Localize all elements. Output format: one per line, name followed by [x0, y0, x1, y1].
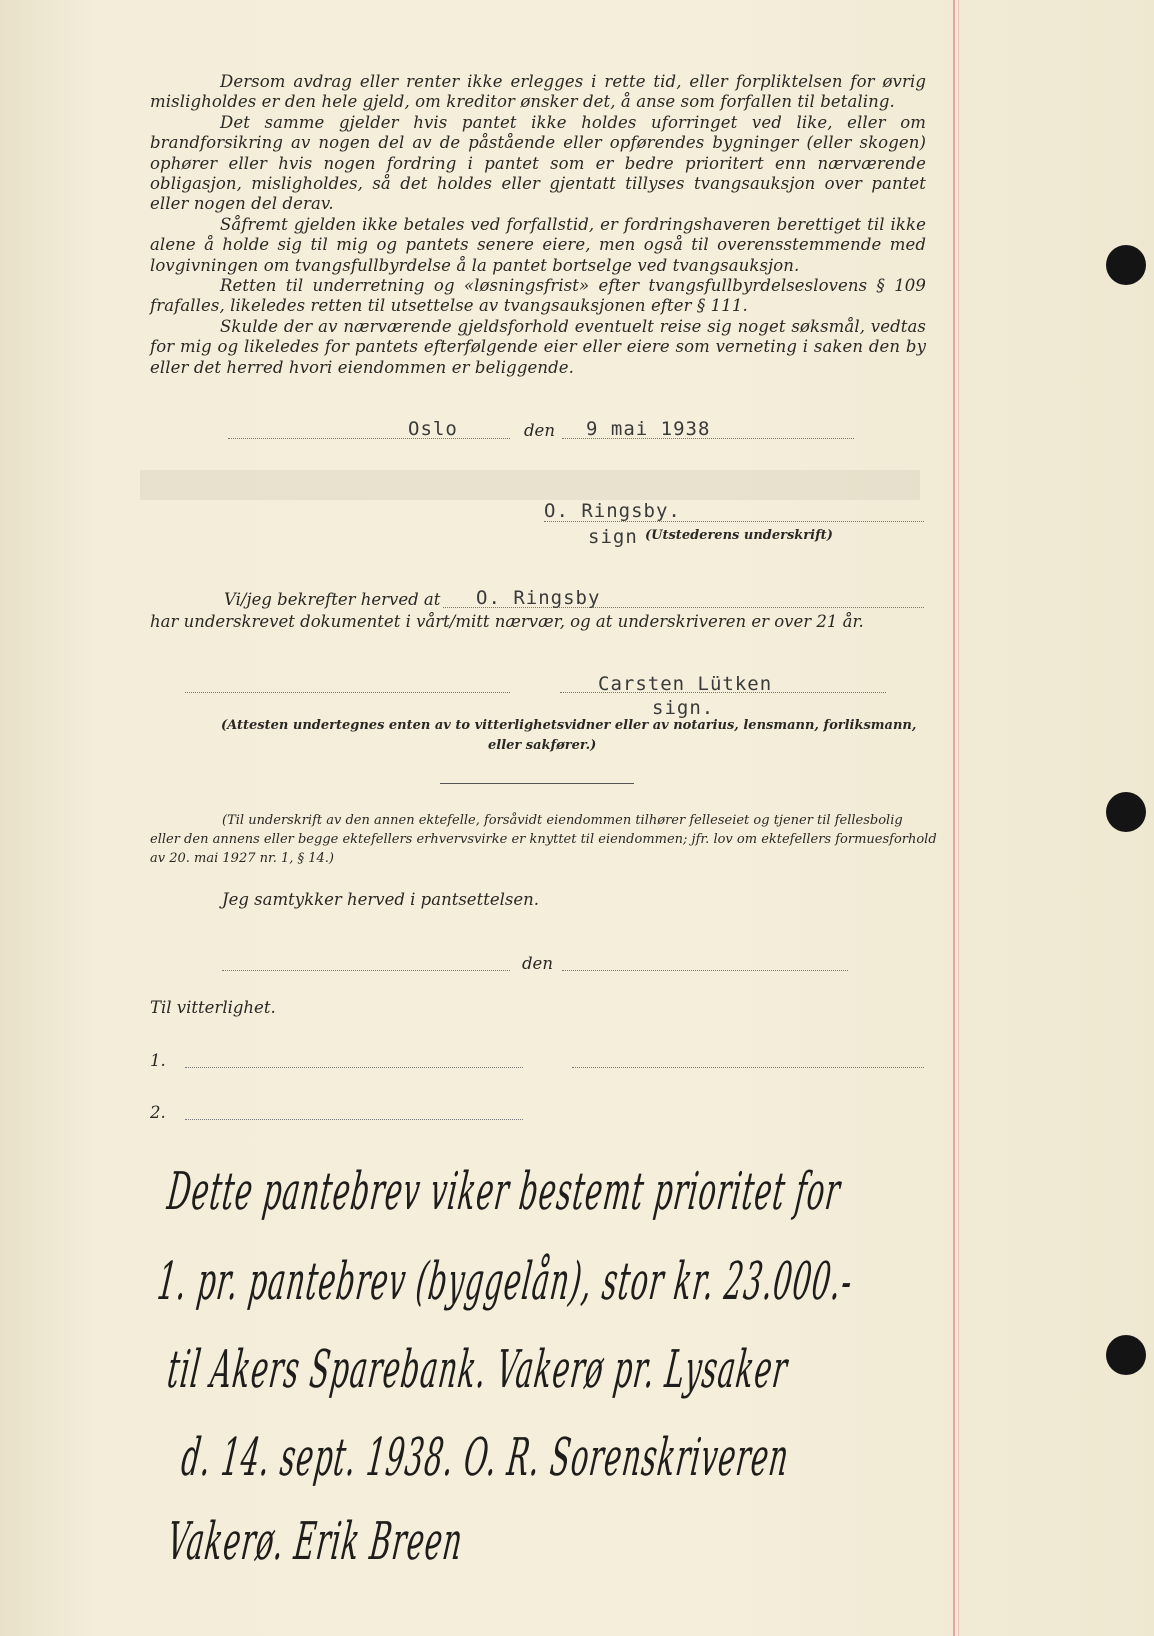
issuer-caption: (Utstederens underskrift) [645, 528, 833, 543]
handwriting-line-1: Dette pantebrev viker bestemt prioritet for [164, 1162, 845, 1222]
consent-den-label: den [522, 954, 553, 973]
issuer-signature: O. Ringsby. [544, 500, 681, 522]
margin-rule [953, 0, 955, 1636]
witness-signature: Carsten Lütken [598, 673, 773, 695]
witness-1-right-dotline [572, 1067, 924, 1068]
binder-hole-middle [1106, 792, 1146, 832]
attest-note-line1: (Attesten undertegnes enten av to vitterlighetsvidner eller av notarius, lensmann, forliksmann, [221, 718, 917, 733]
witness-1-left-dotline [185, 1067, 523, 1068]
witness-left-dotline [185, 692, 510, 693]
binder-hole-top [1106, 245, 1146, 285]
spouse-note-line2: eller den annens eller begge ektefellers erhvervsvirke er knyttet til eiendommen; jfr. lov om ektefellers formuesforhold [150, 832, 937, 847]
binder-hole-bottom [1106, 1335, 1146, 1375]
place-dotline [228, 438, 510, 439]
witness-sign-mark: sign. [652, 697, 715, 719]
date-value: 9 mai 1938 [586, 418, 711, 440]
witness-2-number: 2. [150, 1103, 166, 1122]
place-value: Oslo [408, 418, 458, 440]
consent-text: Jeg samtykker herved i pantsettelsen. [222, 890, 539, 909]
witness-1-number: 1. [150, 1051, 166, 1070]
witness-heading: Til vitterlighet. [150, 998, 276, 1017]
spouse-note-line1: (Til underskrift av den annen ektefelle, forsåvidt eiendommen tilhører felleseiet og tjener til fellesbolig [222, 813, 903, 828]
handwriting-line-4: d. 14. sept. 1938. O. R. Sorenskriveren [178, 1428, 793, 1488]
consent-date-dotline [562, 970, 848, 971]
paragraph-security: Det samme gjelder hvis pantet ikke holdes uforringet ved like, eller om brandforsikring av nogen del av de påstående eller opførendes bygninger (eller skogen) ophører eller hvis nogen fordring i pantet som er bedre prioritert enn nærværende obligasjon, misligholdes, så det holdes eller gjentatt tillyses tvangsauksjon over pantet eller nogen del derav. [150, 112, 926, 214]
attest-name: O. Ringsby [476, 587, 601, 609]
consent-place-dotline [222, 970, 510, 971]
attest-prefix: Vi/jeg bekrefter herved at [224, 590, 441, 609]
separator-rule [440, 783, 634, 784]
issuer-sign-mark: sign [588, 526, 638, 548]
spouse-note-line3: av 20. mai 1927 nr. 1, § 14.) [150, 851, 334, 866]
paragraph-maturity: Såfremt gjelden ikke betales ved forfallstid, er fordringshaveren berettiget til ikke alene å holde sig til mig og pantets senere eiere, men også til overensstemmende med lovgivningen om tvangsfullbyrdelse å la pantet bortselge ved tvangsauksjon. [150, 214, 926, 275]
terms-text [150, 72, 926, 378]
attest-note-line2: eller sakfører.) [488, 738, 597, 753]
paragraph-default: Dersom avdrag eller renter ikke erlegges i rette tid, eller forpliktelsen for øvrig misligholdes er den hele gjeld, om kreditor ønsker det, å anse som forfallen til betaling. [150, 72, 926, 112]
date-den-label: den [524, 421, 555, 440]
margin-rule-secondary [958, 0, 959, 1636]
paragraph-notice: Retten til underretning og «løsningsfrist» efter tvangsfullbyrdelseslovens § 109 frafalles, likeledes retten til utsettelse av tvangsauksjonen efter § 111. [150, 276, 926, 316]
handwriting-line-3: til Akers Sparebank. Vakerø pr. Lysaker [164, 1340, 792, 1400]
handwriting-line-2: 1. pr. pantebrev (byggelån), stor kr. 23.000.- [154, 1252, 857, 1312]
issuer-dotline [544, 521, 924, 522]
paragraph-venue: Skulde der av nærværende gjeldsforhold eventuelt reise sig noget søksmål, vedtas for mig og likeledes for pantets efterfølgende eier eller eiere som verneting i saken den by eller det herred hvori eiendommen er beliggende. [150, 316, 926, 377]
witness-2-dotline [185, 1119, 523, 1120]
attest-statement: har underskrevet dokumentet i vårt/mitt nærvær, og at underskriveren er over 21 år. [150, 612, 864, 631]
handwriting-line-5: Vakerø. Erik Breen [164, 1512, 467, 1572]
show-through-band [140, 470, 920, 500]
